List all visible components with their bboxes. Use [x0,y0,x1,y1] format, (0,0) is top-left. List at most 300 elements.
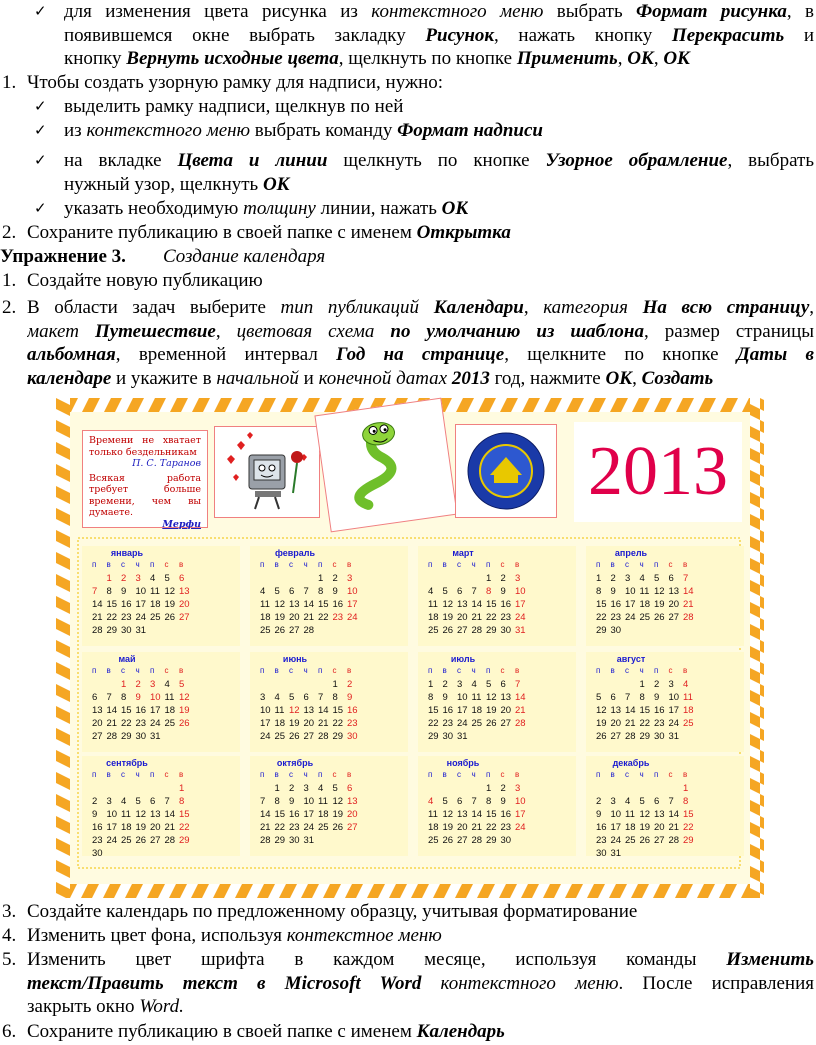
weekday-label: ч [639,560,644,569]
week-row [92,718,194,729]
week-row [260,835,362,846]
week-row [428,612,530,623]
day-cell: 24 [150,718,161,729]
week-row [92,835,194,846]
day-cell: 26 [654,612,665,623]
text-run [434,297,524,318]
text-run: , выбрать [727,150,814,171]
day-cell: 13 [92,705,103,716]
day-cell: 15 [121,705,132,716]
weekday-label: с [625,560,629,569]
day-cell: 26 [179,718,190,729]
text-run: ОК [262,173,290,195]
rich-line [27,296,814,320]
text-run: на вкладке [64,150,178,171]
text-run: календаре [27,367,112,389]
step-text: Чтобы создать узорную рамку для надписи, нужно: [27,72,444,93]
week-row [596,679,698,690]
day-cell: 12 [274,599,286,610]
text-run: . После исправления [618,972,814,994]
week-row [596,625,698,636]
day-cell: 13 [457,599,468,610]
computer-icon [215,427,319,517]
day-cell: 16 [135,705,147,716]
day-cell: 16 [121,599,132,610]
day-cell: 7 [625,692,631,703]
day-cell: 14 [471,599,483,610]
day-cell: 23 [347,718,358,729]
day-cell: 6 [610,692,616,703]
week-row [596,835,698,846]
month-1 [250,546,408,646]
day-cell: 27 [92,731,103,742]
day-cell: 14 [92,599,103,610]
weekday-label: в [274,770,279,779]
day-cell: 24 [347,612,358,623]
day-cell: 13 [150,809,161,820]
day-cell: 16 [654,705,665,716]
day-cell: 20 [654,822,665,833]
week-row [92,705,194,716]
week-row [596,783,698,794]
text-run: В области задач выберите [27,297,281,318]
day-cell: 7 [318,692,324,703]
week-row [596,796,698,807]
checkmark-icon: ✓ [34,2,47,20]
text-run: начальной [216,367,299,389]
weekday-label: с [164,560,169,569]
weekday-label: п [92,666,97,675]
weekday-label: с [332,770,337,779]
rich-line [64,119,543,143]
day-cell: 9 [500,586,506,597]
day-cell: 13 [668,586,680,597]
day-cell: 24 [515,822,526,833]
day-cell: 8 [121,692,127,703]
day-cell: 11 [318,796,328,807]
week-row [92,822,194,833]
day-cell: 2 [442,679,448,690]
text-run: Word. [139,996,184,1018]
checkmark-icon: ✓ [34,151,47,169]
day-cell: 30 [289,835,300,846]
day-cell: 12 [332,796,344,807]
month-name: октябрь [276,758,314,768]
day-cell: 28 [668,835,680,846]
day-cell: 12 [654,586,665,597]
day-cell: 9 [500,796,506,807]
weekday-label: с [289,560,293,569]
day-cell: 28 [106,731,118,742]
day-cell: 19 [639,822,651,833]
day-cell: 31 [150,731,161,742]
day-cell: 6 [289,586,295,597]
day-cell: 21 [668,822,680,833]
text-run: и [298,367,319,389]
rich-line [27,948,814,972]
weekday-label: в [683,560,688,569]
text-run: , в [786,1,814,22]
week-row [596,848,698,859]
weekday-header [92,666,194,675]
day-cell: 2 [121,573,127,584]
week-row [260,679,362,690]
text-run: цветовая схема [236,320,375,342]
text-run: , размер страницы [643,320,814,342]
day-cell: 27 [500,718,512,729]
day-cell: 5 [135,796,141,807]
weekday-label: с [625,666,629,675]
rich-line [27,924,442,948]
text-run [419,297,434,318]
day-cell: 27 [610,731,622,742]
day-cell: 7 [683,573,689,584]
text-run: и [784,24,814,46]
day-cell: 2 [654,679,660,690]
day-cell: 22 [179,822,190,833]
day-cell: 15 [179,809,190,820]
month-0 [82,546,240,646]
text-run: появившемся окне выбрать закладку [64,24,426,46]
weekday-label: в [347,560,352,569]
text-run: Узорное обрамление [545,150,728,171]
day-cell: 23 [500,612,512,623]
day-cell: 27 [303,731,315,742]
week-row [428,599,530,610]
week-row [92,809,194,820]
month-name: май [118,654,136,664]
weekday-label: п [150,770,155,779]
day-cell: 4 [471,679,477,690]
day-cell: 22 [428,718,439,729]
text-run [177,150,327,171]
weekday-label: в [179,560,184,569]
day-cell: 14 [260,809,271,820]
day-cell: 26 [289,731,300,742]
day-cell: 8 [332,692,338,703]
day-cell: 16 [596,822,607,833]
day-cell: 23 [610,612,622,623]
week-row [428,731,530,742]
month-name: август [616,654,646,664]
day-cell: 5 [289,692,295,703]
text-run: Вернуть исходные цвета [126,48,339,70]
weekday-label: п [596,560,601,569]
day-cell: 27 [457,625,468,636]
day-cell: 22 [274,822,286,833]
day-cell: 16 [610,599,622,610]
day-cell: 25 [318,822,329,833]
day-cell: 1 [179,783,185,794]
text-run: текст/Править текст в Microsoft Word [27,972,422,994]
day-cell: 21 [106,718,118,729]
day-cell: 26 [486,718,497,729]
day-cell: 3 [610,796,616,807]
day-cell: 3 [515,783,521,794]
day-cell: 17 [457,705,468,716]
weekday-label: с [164,666,169,675]
day-cell: 11 [121,809,131,820]
day-cell: 15 [486,599,497,610]
text-run: , щелкнуть по кнопке [338,48,517,70]
text-run: Календари [433,297,524,318]
text-run [263,174,290,195]
rich-line [64,95,403,119]
computer-clipart [214,426,320,518]
week-row [428,705,530,716]
day-cell: 3 [515,573,521,584]
day-cell: 30 [596,848,607,859]
week-row [596,705,698,716]
text-run [27,973,421,994]
month-name: ноябрь [446,758,480,768]
day-cell: 28 [303,625,315,636]
day-cell: 12 [486,692,497,703]
day-cell: 10 [515,796,526,807]
list-number: 2. [2,297,17,318]
day-cell: 15 [106,599,118,610]
day-cell: 26 [164,612,176,623]
day-cell: 18 [164,705,176,716]
text-run: конечной датах [318,367,448,389]
weekday-label: с [668,560,673,569]
day-cell: 12 [639,809,651,820]
month-3 [586,546,744,646]
month-name: сентябрь [106,758,148,768]
text-run [737,344,814,365]
text-run [425,25,494,46]
text-run [517,48,618,69]
day-cell: 21 [625,718,636,729]
day-cell: 10 [515,586,526,597]
day-cell: 28 [318,731,329,742]
day-cell: 3 [150,679,156,690]
text-run: , [617,48,628,70]
text-run: контекстного меню [371,1,544,22]
weekday-label: с [121,770,125,779]
day-cell: 30 [500,835,512,846]
week-row [596,612,698,623]
weekday-label: п [92,770,97,779]
day-cell: 5 [639,796,645,807]
day-cell: 13 [457,809,468,820]
text-run: Открытка [416,222,511,243]
text-run [27,368,111,389]
day-cell: 1 [106,573,112,584]
day-cell: 11 [150,586,160,597]
day-cell: 16 [442,705,454,716]
day-cell: 7 [106,692,112,703]
week-row [428,783,530,794]
text-run [336,344,504,365]
day-cell: 25 [683,718,694,729]
day-cell: 11 [625,809,635,820]
day-cell: 18 [639,599,651,610]
weekday-label: в [179,666,184,675]
weekday-label: ч [135,560,140,569]
weekday-label: п [654,666,659,675]
day-cell: 10 [303,796,315,807]
day-cell: 6 [150,796,156,807]
list-number: 3. [2,901,17,922]
day-cell: 26 [332,822,344,833]
day-cell: 21 [92,612,103,623]
day-cell: 1 [274,783,280,794]
weekday-label: с [625,770,629,779]
week-row [596,599,698,610]
day-cell: 23 [442,718,454,729]
week-row [596,586,698,597]
text-run: Формат рисунка [636,1,787,22]
day-cell: 13 [500,692,512,703]
day-cell: 17 [668,705,680,716]
week-row [260,625,362,636]
day-cell: 17 [135,599,147,610]
week-row [596,718,698,729]
day-cell: 23 [654,718,665,729]
day-cell: 29 [121,731,132,742]
weekday-label: с [500,770,505,779]
day-cell: 31 [515,625,526,636]
day-cell: 4 [121,796,127,807]
day-cell: 23 [135,718,147,729]
weekday-label: с [457,666,461,675]
month-10 [418,756,576,856]
day-cell: 24 [515,612,526,623]
day-cell: 9 [135,692,141,703]
text-run: Календарь [416,1021,505,1042]
text-run: выделить рамку надписи, щелкнув по ней [64,96,404,117]
day-cell: 24 [625,612,636,623]
day-cell: 1 [428,679,434,690]
day-cell: 21 [318,718,329,729]
day-cell: 14 [515,692,526,703]
weekday-label: п [150,666,155,675]
weekday-label: п [318,770,323,779]
week-row [428,692,530,703]
emblem-icon [456,425,556,517]
text-run: категория [543,297,629,318]
weekday-label: в [442,666,447,675]
month-name: июнь [282,654,308,664]
day-cell: 6 [179,573,185,584]
day-cell: 24 [135,612,147,623]
day-cell: 20 [289,612,300,623]
text-run [27,344,116,365]
day-cell: 29 [639,731,651,742]
text-run: Сохраните публикацию в своей папке с именем [27,222,417,243]
day-cell: 11 [274,705,285,716]
text-run: , временной интервал [115,344,337,366]
day-cell: 5 [179,679,185,690]
day-cell: 22 [639,718,651,729]
day-cell: 18 [150,599,161,610]
text-run [421,973,440,994]
day-cell: 8 [106,586,112,597]
day-cell: 27 [654,835,665,846]
rich-line [27,995,814,1019]
weekday-label: в [683,666,688,675]
day-cell: 15 [639,705,651,716]
quote-box [82,430,208,528]
day-cell: 1 [486,783,492,794]
day-cell: 29 [486,625,497,636]
day-cell: 25 [150,612,161,623]
weekday-label: в [610,666,615,675]
day-cell: 7 [92,586,98,597]
text-run [95,321,216,342]
day-cell: 8 [428,692,434,703]
day-cell: 29 [106,625,118,636]
weekday-label: в [515,770,520,779]
day-cell: 22 [486,612,497,623]
day-cell: 4 [318,783,324,794]
day-cell: 2 [289,783,295,794]
week-row [92,783,194,794]
day-cell: 15 [486,809,497,820]
week-row [428,586,530,597]
day-cell: 20 [668,599,680,610]
list-number: 4. [2,925,17,946]
weekday-label: ч [135,770,140,779]
day-cell: 3 [303,783,309,794]
rich-line [27,1020,505,1044]
week-row [596,809,698,820]
week-row [92,731,194,742]
day-cell: 20 [150,822,161,833]
day-cell: 10 [260,705,271,716]
weekday-label: п [260,560,265,569]
day-cell: 2 [610,573,616,584]
text-run: , [809,297,814,318]
text-run: ОК [441,198,469,219]
week-row [596,731,698,742]
text-run: , нажать кнопку [494,24,672,46]
week-row [428,625,530,636]
rich-line [64,0,814,24]
day-cell: 3 [135,573,141,584]
day-cell: 19 [135,822,147,833]
weekday-header [596,770,698,779]
day-cell: 21 [260,822,271,833]
day-cell: 25 [471,718,483,729]
day-cell: 10 [347,586,358,597]
day-cell: 18 [121,822,132,833]
day-cell: 10 [668,692,680,703]
text-run: щелкнуть по кнопке [327,150,546,171]
day-cell: 7 [260,796,266,807]
text-run: Сохраните публикацию в своей папке с именем [27,1021,417,1042]
day-cell: 22 [596,612,607,623]
snake-clipart [314,398,457,533]
day-cell: 2 [332,573,338,584]
text-run: Формат надписи [397,120,543,141]
day-cell: 14 [106,705,118,716]
day-cell: 7 [471,796,477,807]
text-run: закрыть окно [27,996,140,1018]
text-run [642,368,714,389]
week-row [92,599,194,610]
day-cell: 13 [289,599,300,610]
text-run: контекстное меню [286,925,442,946]
exercise-title: Упражнение 3. [0,246,126,267]
weekday-label: в [106,666,111,675]
day-cell: 25 [274,731,286,742]
day-cell: 22 [332,718,344,729]
day-cell: 17 [625,599,636,610]
text-run [643,297,810,318]
week-row [596,573,698,584]
